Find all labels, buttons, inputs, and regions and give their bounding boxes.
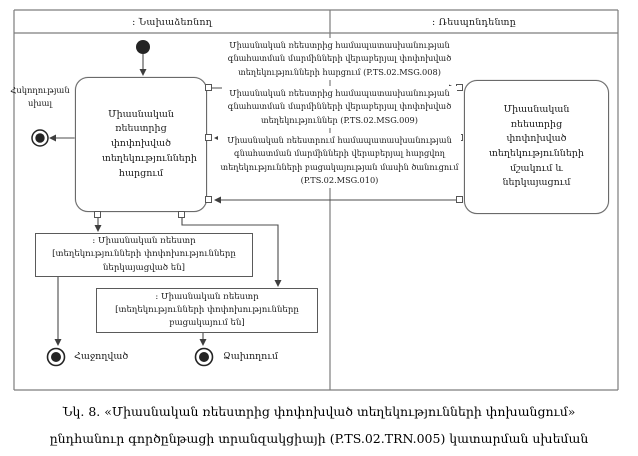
arrowhead-down-icon	[95, 225, 102, 232]
initial-node-icon	[136, 40, 150, 54]
arrowhead-down-icon	[200, 339, 207, 346]
arrowhead-left-icon	[49, 135, 56, 142]
lane-header-initiator: : Նախաձեռնող	[132, 16, 212, 28]
input-pin-icon	[205, 196, 212, 203]
message-label-msg-008: Միասնական ռեեստրից համապատասխանության գնահատման մարմինների վերաբերյալ փոփոխված տեղեկությունների հարցում (P.TS.02.MSG.008)	[220, 38, 459, 80]
final-node-success-icon	[48, 349, 65, 366]
action-label: Միասնական ռեեստրից փոփոխված տեղեկությունների հարցում	[102, 108, 197, 179]
output-pin-icon	[94, 211, 101, 218]
control-error-label: Հսկողության սխալ	[10, 85, 70, 108]
figure-caption: Նկ. 8. «Միասնական ռեեստրից փոփոխված տեղեկությունների փոխանցում» ընդհանուր գործընթացի տրանզակցիայի (P.TS.02.TRN.005) կատարման սխեման	[49, 404, 589, 446]
message-label-msg-009: Միասնական ռեեստրից համապատասխանության գնահատման մարմինների վերաբերյալ փոփոխված տեղեկություններ (P.TS.02.MSG.009)	[222, 86, 457, 128]
final-node-failure-icon	[196, 349, 213, 366]
action-label: Միասնական ռեեստրից փոփոխված տեղեկությունների մշակում և ներկայացում	[489, 103, 584, 189]
output-pin-icon	[456, 196, 463, 203]
final-failure-label: Ձախողում	[223, 351, 279, 362]
object-state-changes-absent	[96, 288, 318, 333]
object-name: : Միասնական ռեեստր	[155, 291, 259, 302]
output-pin-icon	[205, 84, 212, 91]
object-name: : Միասնական ռեեստր	[92, 236, 196, 247]
arrowhead-down-icon	[55, 339, 62, 346]
final-success-label: Հաջողված	[74, 351, 129, 362]
arrowhead-down-icon	[140, 69, 147, 76]
message-label-msg-010: Միասնական ռեեստրում համապատասխանության գնահատման մարմինների վերաբերյալ հարցվող տեղեկությունների բացակայության մասին ծանուցում (P.TS.02.MSG.010)	[218, 133, 461, 188]
input-pin-icon	[456, 84, 463, 91]
lane-header-respondent: : Ռեսպոնդենտը	[432, 16, 516, 28]
input-pin-icon	[205, 134, 212, 141]
object-state: [տեղեկությունների փոփոխությունները ներկայացված են]	[52, 249, 236, 273]
final-node-control-error-icon	[32, 130, 48, 146]
action-process-and-send	[464, 80, 609, 214]
action-request-changed-info	[75, 77, 207, 212]
arrowhead-down-icon	[275, 280, 282, 287]
arrowhead-left-icon	[214, 197, 221, 204]
output-pin-icon	[178, 211, 185, 218]
object-state: [տեղեկությունների փոփոխությունները բացակայում են]	[115, 304, 299, 329]
object-state-changes-presented	[35, 233, 253, 277]
